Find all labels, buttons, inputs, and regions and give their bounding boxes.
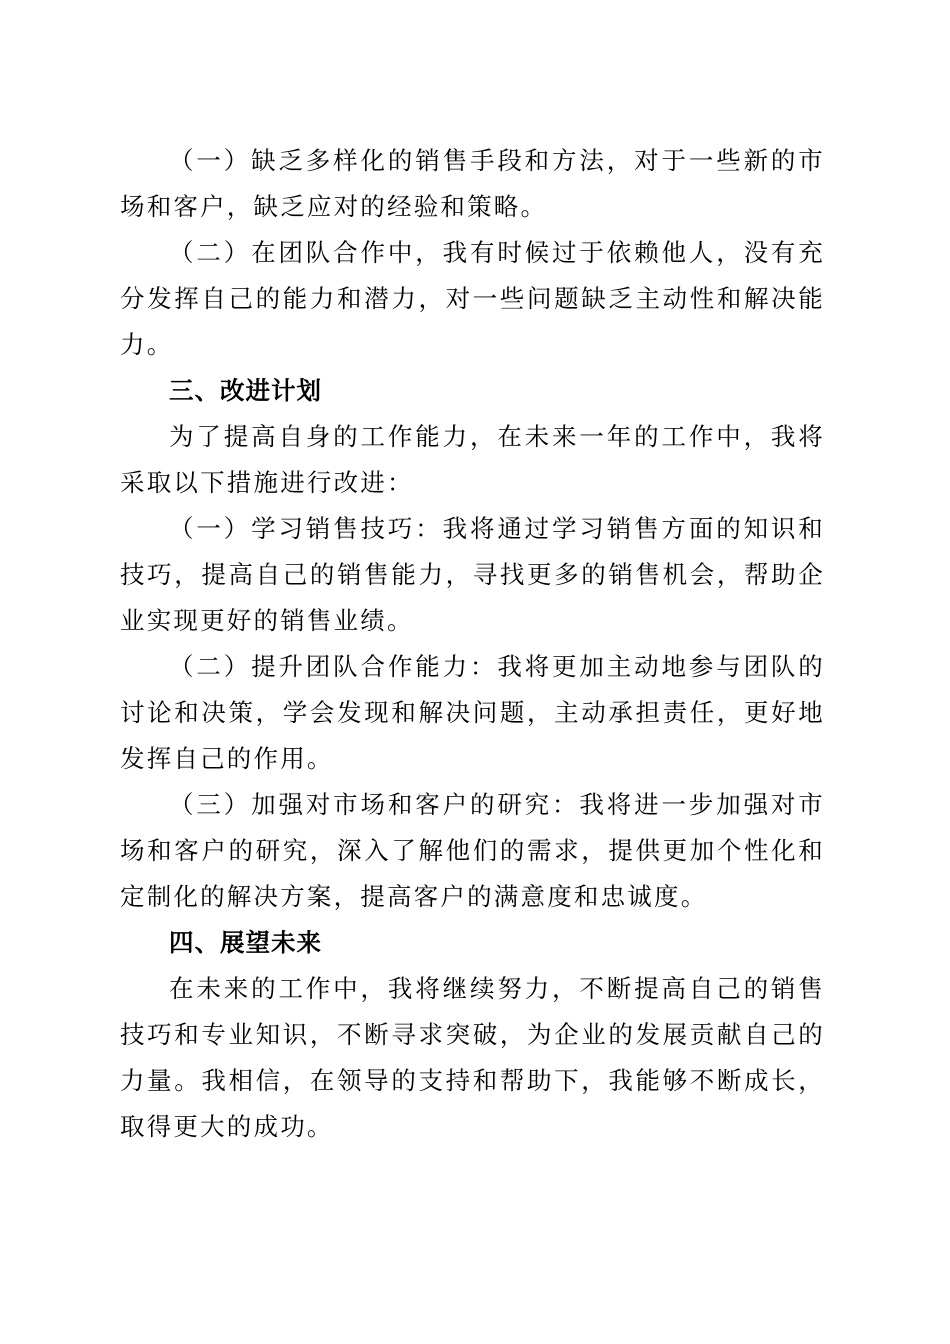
paragraph-plan-2: （二）提升团队合作能力：我将更加主动地参与团队的讨论和决策，学会发现和解决问题，主动承担责任，更好地发挥自己的作用。 — [120, 652, 825, 773]
paragraph-plan-intro: 为了提高自身的工作能力，在未来一年的工作中，我将采取以下措施进行改进： — [120, 422, 825, 497]
document-body — [120, 138, 825, 1150]
paragraph-weakness-1: （一）缺乏多样化的销售手段和方法，对于一些新的市场和客户，缺乏应对的经验和策略。 — [120, 146, 825, 221]
paragraph-outlook: 在未来的工作中，我将继续努力，不断提高自己的销售技巧和专业知识，不断寻求突破，为企业的发展贡献自己的力量。我相信，在领导的支持和帮助下，我能够不断成长，取得更大的成功。 — [120, 974, 825, 1141]
section-heading-outlook: 四、展望未来 — [169, 928, 322, 957]
paragraph-weakness-2: （二）在团队合作中，我有时候过于依赖他人，没有充分发挥自己的能力和潜力，对一些问题缺乏主动性和解决能力。 — [120, 238, 825, 359]
paragraph-plan-3: （三）加强对市场和客户的研究：我将进一步加强对市场和客户的研究，深入了解他们的需求，提供更加个性化和定制化的解决方案，提高客户的满意度和忠诚度。 — [120, 790, 825, 911]
section-heading-improvement-plan: 三、改进计划 — [169, 376, 322, 405]
paragraph-plan-1: （一）学习销售技巧：我将通过学习销售方面的知识和技巧，提高自己的销售能力，寻找更多的销售机会，帮助企业实现更好的销售业绩。 — [120, 514, 825, 635]
